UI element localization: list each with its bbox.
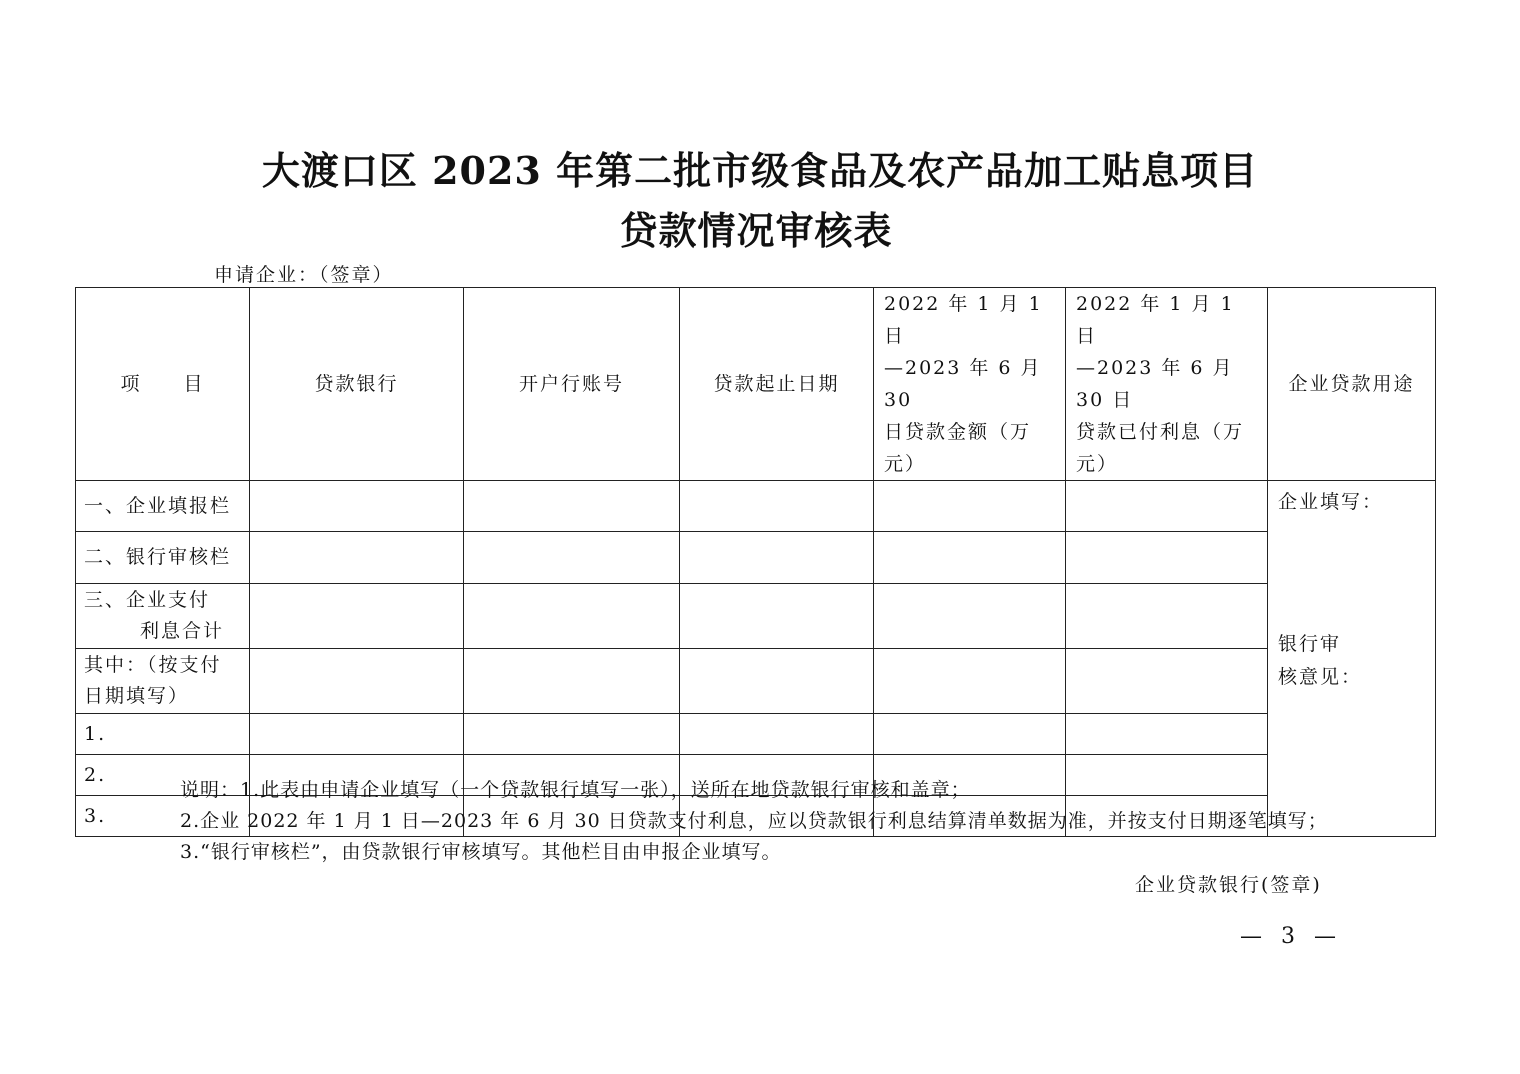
header-interest-l2: —2023 年 6 月 30 日 xyxy=(1076,357,1234,411)
note-2: 2.企业 2022 年 1 月 1 日—2023 年 6 月 30 日贷款支付利息，应以贷款银行利息结算清单数据为准，并按支付日期逐笔填写； xyxy=(180,810,1328,832)
row-label-by-date-l2: 日期填写） xyxy=(84,685,190,707)
table-cell[interactable] xyxy=(250,584,464,649)
usage-bank-l2: 核意见： xyxy=(1278,666,1363,688)
row-label-bank-review: 二、银行审核栏 xyxy=(76,532,250,584)
table-row xyxy=(76,584,1436,649)
table-cell[interactable] xyxy=(250,481,464,532)
table-cell[interactable] xyxy=(250,649,464,714)
table-row xyxy=(76,532,1436,584)
row-label-by-date-l1: 其中：（按支付 xyxy=(84,654,222,676)
table-row xyxy=(76,481,1436,532)
row-label-interest-total xyxy=(76,584,250,649)
header-usage: 企业贷款用途 xyxy=(1268,288,1436,481)
table-cell[interactable] xyxy=(1066,584,1268,649)
header-item: 项 目 xyxy=(76,288,250,481)
row-label-company-report: 一、企业填报栏 xyxy=(76,481,250,532)
table-cell[interactable] xyxy=(250,532,464,584)
table-cell[interactable] xyxy=(680,714,874,755)
table-cell[interactable] xyxy=(680,532,874,584)
table-row xyxy=(76,649,1436,714)
table-cell[interactable] xyxy=(464,584,680,649)
table-cell[interactable] xyxy=(250,714,464,755)
header-interest-l3: 贷款已付利息（万 xyxy=(1076,421,1245,443)
table-cell[interactable] xyxy=(680,481,874,532)
usage-company-label: 企业填写： xyxy=(1278,491,1384,513)
header-interest-l1: 2022 年 1 月 1 日 xyxy=(1076,293,1235,347)
table-cell[interactable] xyxy=(680,584,874,649)
header-dates: 贷款起止日期 xyxy=(680,288,874,481)
row-label-by-date xyxy=(76,649,250,714)
note-1: 说明：1.此表由申请企业填写（一个贷款银行填写一张），送所在地贷款银行审核和盖章； xyxy=(180,779,971,801)
header-amount xyxy=(874,288,1066,481)
header-amount-l3: 日贷款金额（万 xyxy=(884,421,1032,443)
header-interest-l4: 元） xyxy=(1076,453,1119,475)
table-row xyxy=(76,714,1436,755)
note-3: 3.“银行审核栏”，由贷款银行审核填写。其他栏目由申报企业填写。 xyxy=(180,841,782,863)
table-cell[interactable] xyxy=(874,649,1066,714)
table-cell[interactable] xyxy=(1066,649,1268,714)
table-cell[interactable] xyxy=(874,481,1066,532)
page-number: — 3 — xyxy=(1240,924,1342,949)
table-cell[interactable] xyxy=(874,532,1066,584)
table-cell[interactable] xyxy=(874,714,1066,755)
table-cell[interactable] xyxy=(680,649,874,714)
table-cell[interactable] xyxy=(1066,481,1268,532)
row-label-interest-total-l2: 利息合计 xyxy=(140,620,225,642)
bank-signature-label: 企业贷款银行(签章) xyxy=(1135,874,1322,896)
header-amount-l4: 元） xyxy=(884,453,927,475)
table-cell[interactable] xyxy=(464,714,680,755)
row-label-1: 1. xyxy=(76,714,250,755)
header-amount-l1: 2022 年 1 月 1 日 xyxy=(884,293,1043,347)
table-cell[interactable] xyxy=(1066,532,1268,584)
table-cell[interactable] xyxy=(464,532,680,584)
header-amount-l2: —2023 年 6 月 30 xyxy=(884,357,1042,411)
applicant-label: 申请企业：（签章） xyxy=(214,264,394,286)
table-cell[interactable] xyxy=(464,481,680,532)
row-label-interest-total-l1: 三、企业支付 xyxy=(84,589,211,611)
header-interest xyxy=(1066,288,1268,481)
row-label-2: 2. xyxy=(76,755,250,796)
header-account: 开户行账号 xyxy=(464,288,680,481)
document-title-line2: 贷款情况审核表 xyxy=(619,208,893,253)
header-bank: 贷款银行 xyxy=(250,288,464,481)
table-cell[interactable] xyxy=(464,649,680,714)
usage-bank-l1: 银行审 xyxy=(1278,633,1342,655)
usage-bank-opinion xyxy=(1278,628,1425,694)
table-cell[interactable] xyxy=(1066,714,1268,755)
row-label-3: 3. xyxy=(76,796,250,837)
document-title-line1: 大渡口区 2023 年第二批市级食品及农产品加工贴息项目 xyxy=(261,148,1259,193)
notes-section xyxy=(180,775,1328,868)
loan-review-table xyxy=(75,287,1436,837)
table-cell[interactable] xyxy=(874,584,1066,649)
header-row xyxy=(76,288,1436,481)
